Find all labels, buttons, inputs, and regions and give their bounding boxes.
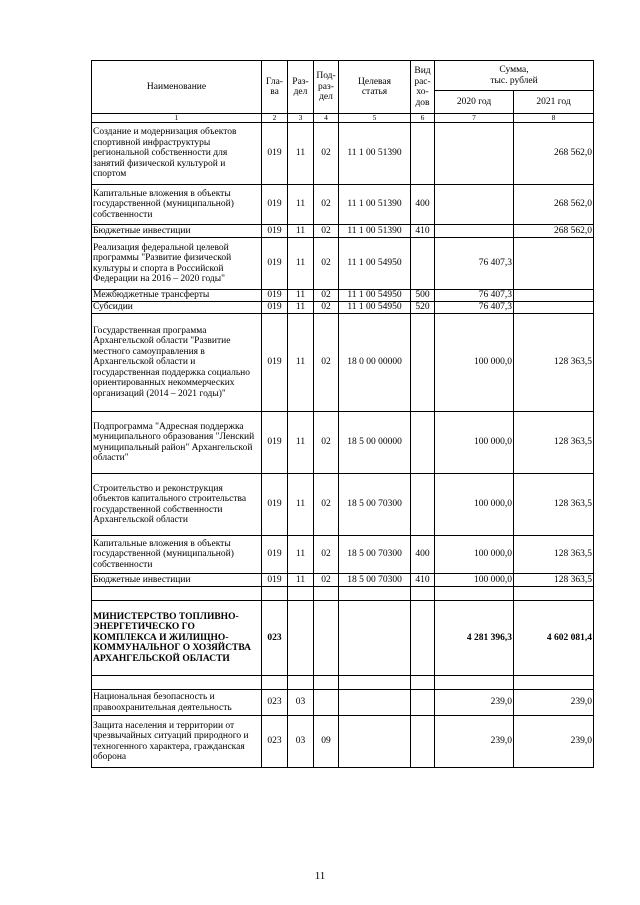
row-expense-type — [411, 716, 435, 768]
row-name: Национальная безопасность и правоохранительная деятельность — [92, 690, 262, 716]
header-razdel: Раз- дел — [288, 61, 314, 114]
row-expense-type — [411, 690, 435, 716]
row-razdel: 11 — [288, 302, 314, 314]
row-glava: 023 — [262, 601, 288, 676]
row-name: Создание и модернизация объектов спортивной инфраструктуры региональной собственности для занятий физической культурой и спортом — [92, 123, 262, 185]
table-row — [92, 290, 594, 302]
row-podrazdel — [314, 601, 339, 676]
column-index-row — [92, 114, 594, 123]
row-razdel: 11 — [288, 474, 314, 536]
row-amount-2020 — [435, 123, 514, 185]
row-name: Подпрограмма "Адресная поддержка муниципального образования "Ленский муниципальный район" Архангельской области" — [92, 412, 262, 474]
row-amount-2020: 76 407,3 — [435, 302, 514, 314]
row-amount-2021: 128 363,5 — [514, 574, 594, 587]
row-target-article — [339, 587, 411, 601]
row-glava — [262, 676, 288, 690]
table-row — [92, 123, 594, 185]
header-target-article: Целевая статья — [339, 61, 411, 114]
row-podrazdel — [314, 676, 339, 690]
row-expense-type: 520 — [411, 302, 435, 314]
row-razdel — [288, 676, 314, 690]
column-index-cell: 3 — [288, 114, 314, 123]
row-expense-type: 410 — [411, 574, 435, 587]
table-row — [92, 225, 594, 238]
table-row — [92, 536, 594, 574]
row-podrazdel: 02 — [314, 474, 339, 536]
row-amount-2020: 100 000,0 — [435, 536, 514, 574]
row-podrazdel: 02 — [314, 123, 339, 185]
row-glava: 019 — [262, 314, 288, 412]
row-target-article: 18 5 00 70300 — [339, 474, 411, 536]
table-row — [92, 185, 594, 225]
row-amount-2021: 128 363,5 — [514, 536, 594, 574]
column-index-cell: 1 — [92, 114, 262, 123]
row-razdel: 03 — [288, 716, 314, 768]
row-amount-2020: 100 000,0 — [435, 474, 514, 536]
row-expense-type — [411, 474, 435, 536]
budget-table — [91, 60, 594, 768]
row-amount-2021 — [514, 290, 594, 302]
row-glava: 019 — [262, 574, 288, 587]
table-row — [92, 716, 594, 768]
row-expense-type — [411, 676, 435, 690]
header-glava: Гла- ва — [262, 61, 288, 114]
row-expense-type — [411, 314, 435, 412]
table-row — [92, 412, 594, 474]
column-index-cell: 6 — [411, 114, 435, 123]
row-expense-type — [411, 601, 435, 676]
row-razdel: 11 — [288, 238, 314, 290]
row-amount-2020: 76 407,3 — [435, 290, 514, 302]
column-index-cell: 4 — [314, 114, 339, 123]
row-glava: 019 — [262, 123, 288, 185]
row-amount-2021: 239,0 — [514, 690, 594, 716]
row-amount-2021: 268 562,0 — [514, 225, 594, 238]
row-amount-2020 — [435, 676, 514, 690]
row-podrazdel — [314, 690, 339, 716]
row-podrazdel: 02 — [314, 412, 339, 474]
column-index-cell: 2 — [262, 114, 288, 123]
row-target-article: 11 1 00 51390 — [339, 185, 411, 225]
row-target-article: 11 1 00 51390 — [339, 225, 411, 238]
column-index-cell: 8 — [514, 114, 594, 123]
table-row — [92, 587, 594, 601]
row-podrazdel: 02 — [314, 290, 339, 302]
row-podrazdel: 02 — [314, 302, 339, 314]
row-name — [92, 676, 262, 690]
row-name: МИНИСТЕРСТВО ТОПЛИВНО-ЭНЕРГЕТИЧЕСКО ГО КОМПЛЕКСА И ЖИЛИЩНО-КОММУНАЛЬНОГ О ХОЗЯЙСТВА АРХАНГЕЛЬСКОЙ ОБЛАСТИ — [92, 601, 262, 676]
row-glava: 019 — [262, 474, 288, 536]
table-row — [92, 690, 594, 716]
table-row — [92, 302, 594, 314]
table-row — [92, 676, 594, 690]
header-name: Наименование — [92, 61, 262, 114]
row-razdel — [288, 601, 314, 676]
row-amount-2021: 268 562,0 — [514, 123, 594, 185]
table-body — [92, 123, 594, 768]
table-row — [92, 238, 594, 290]
row-name — [92, 587, 262, 601]
row-target-article: 11 1 00 54950 — [339, 290, 411, 302]
column-index-cell: 7 — [435, 114, 514, 123]
row-razdel: 11 — [288, 185, 314, 225]
row-glava: 019 — [262, 536, 288, 574]
header-expense-type: Вид рас- хо- дов — [411, 61, 435, 114]
row-glava — [262, 587, 288, 601]
row-name: Капитальные вложения в объекты государственной (муниципальной) собственности — [92, 185, 262, 225]
header-podrazdel: Под- раз- дел — [314, 61, 339, 114]
row-razdel: 11 — [288, 536, 314, 574]
row-target-article — [339, 601, 411, 676]
row-razdel — [288, 587, 314, 601]
row-podrazdel: 02 — [314, 314, 339, 412]
row-razdel: 11 — [288, 412, 314, 474]
row-razdel: 03 — [288, 690, 314, 716]
row-podrazdel: 02 — [314, 574, 339, 587]
row-name: Государственная программа Архангельской области "Развитие местного самоуправления в Архангельской области и государственная поддержка социально ориентированных некоммерческих организаций (2014 – 2021 годы)" — [92, 314, 262, 412]
row-amount-2021 — [514, 302, 594, 314]
row-amount-2021: 239,0 — [514, 716, 594, 768]
row-podrazdel: 02 — [314, 225, 339, 238]
row-podrazdel: 02 — [314, 536, 339, 574]
row-name: Защита населения и территории от чрезвычайных ситуаций природного и техногенного характера, гражданская оборона — [92, 716, 262, 768]
row-name: Бюджетные инвестиции — [92, 574, 262, 587]
row-amount-2020 — [435, 225, 514, 238]
row-amount-2021 — [514, 676, 594, 690]
row-target-article — [339, 716, 411, 768]
row-amount-2021 — [514, 238, 594, 290]
table-row — [92, 474, 594, 536]
row-amount-2021: 128 363,5 — [514, 474, 594, 536]
header-year-2020: 2020 год — [435, 91, 514, 114]
row-podrazdel — [314, 587, 339, 601]
row-amount-2021 — [514, 587, 594, 601]
table-row — [92, 574, 594, 587]
row-amount-2020 — [435, 587, 514, 601]
row-glava: 019 — [262, 302, 288, 314]
row-expense-type — [411, 587, 435, 601]
budget-sheet — [91, 60, 593, 768]
row-expense-type — [411, 123, 435, 185]
row-glava: 019 — [262, 412, 288, 474]
row-amount-2020: 239,0 — [435, 690, 514, 716]
row-amount-2020: 239,0 — [435, 716, 514, 768]
row-amount-2021: 128 363,5 — [514, 314, 594, 412]
row-podrazdel: 09 — [314, 716, 339, 768]
row-target-article — [339, 690, 411, 716]
row-amount-2020: 76 407,3 — [435, 238, 514, 290]
row-glava: 019 — [262, 185, 288, 225]
table-row — [92, 601, 594, 676]
row-amount-2020: 100 000,0 — [435, 314, 514, 412]
page-number: 11 — [314, 870, 326, 882]
row-target-article: 18 5 00 70300 — [339, 574, 411, 587]
row-podrazdel: 02 — [314, 185, 339, 225]
row-razdel: 11 — [288, 225, 314, 238]
row-expense-type: 410 — [411, 225, 435, 238]
row-expense-type — [411, 238, 435, 290]
row-target-article: 18 5 00 70300 — [339, 536, 411, 574]
row-amount-2020 — [435, 185, 514, 225]
row-name: Бюджетные инвестиции — [92, 225, 262, 238]
row-name: Реализация федеральной целевой программы "Развитие физической культуры и спорта в Российской Федерации на 2016 – 2020 годы" — [92, 238, 262, 290]
row-amount-2020: 4 281 396,3 — [435, 601, 514, 676]
row-amount-2021: 268 562,0 — [514, 185, 594, 225]
row-amount-2020: 100 000,0 — [435, 574, 514, 587]
row-target-article: 11 1 00 54950 — [339, 302, 411, 314]
row-glava: 023 — [262, 716, 288, 768]
row-razdel: 11 — [288, 574, 314, 587]
row-expense-type: 400 — [411, 185, 435, 225]
row-target-article: 11 1 00 51390 — [339, 123, 411, 185]
row-target-article: 18 0 00 00000 — [339, 314, 411, 412]
row-glava: 019 — [262, 225, 288, 238]
column-index-cell: 5 — [339, 114, 411, 123]
row-amount-2020: 100 000,0 — [435, 412, 514, 474]
row-glava: 019 — [262, 290, 288, 302]
row-amount-2021: 128 363,5 — [514, 412, 594, 474]
row-amount-2021: 4 602 081,4 — [514, 601, 594, 676]
row-name: Капитальные вложения в объекты государственной (муниципальной) собственности — [92, 536, 262, 574]
row-razdel: 11 — [288, 123, 314, 185]
row-name: Межбюджетные трансферты — [92, 290, 262, 302]
table-row — [92, 314, 594, 412]
header-sum: Сумма, тыс. рублей — [435, 61, 594, 91]
row-expense-type: 400 — [411, 536, 435, 574]
row-expense-type: 500 — [411, 290, 435, 302]
row-razdel: 11 — [288, 314, 314, 412]
row-glava: 023 — [262, 690, 288, 716]
row-name: Строительство и реконструкция объектов капитального строительства государственной собственности Архангельской области — [92, 474, 262, 536]
header-year-2021: 2021 год — [514, 91, 594, 114]
row-name: Субсидии — [92, 302, 262, 314]
row-target-article: 11 1 00 54950 — [339, 238, 411, 290]
row-glava: 019 — [262, 238, 288, 290]
row-podrazdel: 02 — [314, 238, 339, 290]
row-target-article: 18 5 00 00000 — [339, 412, 411, 474]
row-expense-type — [411, 412, 435, 474]
row-razdel: 11 — [288, 290, 314, 302]
row-target-article — [339, 676, 411, 690]
